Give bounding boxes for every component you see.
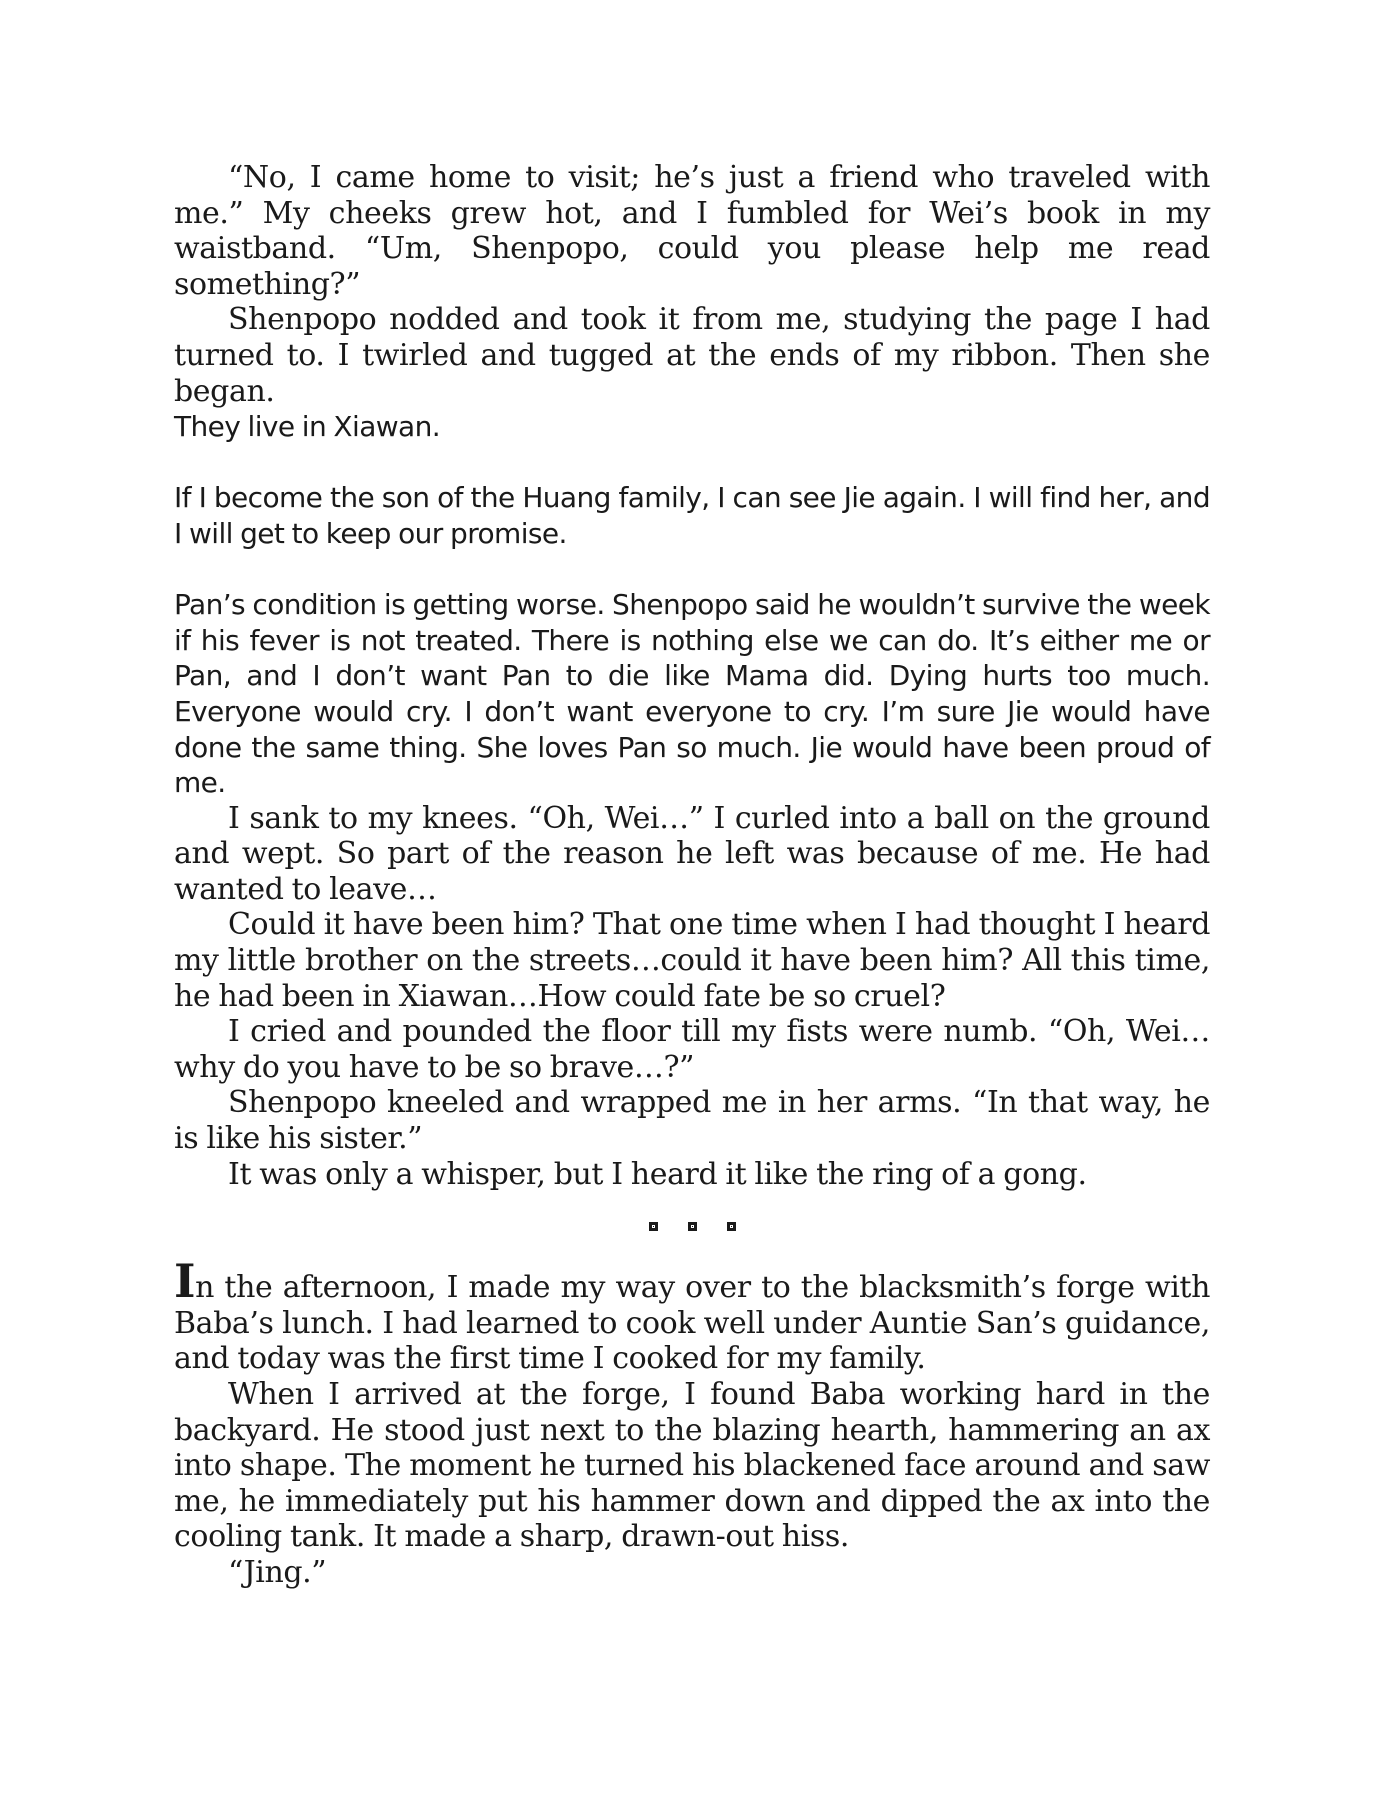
- book-page: [174, 160, 1210, 1591]
- paragraph: Shenpopo nodded and took it from me, studying the page I had turned to. I twirled and tugged at the ends of my ribbon. Then she began.: [174, 302, 1210, 409]
- drop-cap: I: [174, 1254, 196, 1309]
- letter-line: They live in Xiawan.: [174, 410, 441, 444]
- chapter-opening-paragraph: [174, 1254, 1210, 1377]
- spacer: [174, 445, 1210, 481]
- letter-paragraph: Pan’s condition is getting worse. Shenpopo said he wouldn’t survive the week if his fever is not treated. There is nothing else we can do. It’s either me or Pan, and I don’t want Pan to die like Mama did. Dying hurts too much. Everyone would cry. I don’t want everyone to cry. I’m sure Jie would have done the same thing. She loves Pan so much. Jie would have been proud of me.: [174, 588, 1210, 800]
- paragraph: Shenpopo kneeled and wrapped me in her arms. “In that way, he is like his sister.”: [174, 1085, 1210, 1157]
- paragraph: I sank to my knees. “Oh, Wei…” I curled into a ball on the ground and wept. So part of the reason he left was because of me. He had wanted to leave…: [174, 800, 1210, 907]
- paragraph: I cried and pounded the floor till my fists were numb. “Oh, Wei… why do you have to be so brave…?”: [174, 1014, 1210, 1085]
- paragraph-text: n the afternoon, I made my way over to the blacksmith’s forge with Baba’s lunch. I had learned to cook well under Auntie San’s guidance, and today was the first time I cooked for my family.: [174, 1270, 1210, 1377]
- paragraph: “No, I came home to visit; he’s just a friend who traveled with me.” My cheeks grew hot, and I fumbled for Wei’s book in my waistband. “Um, Shenpopo, could you please help me read something?”: [174, 160, 1210, 302]
- paragraph: It was only a whisper, but I heard it like the ring of a gong.: [228, 1156, 1087, 1192]
- ornament-square-icon: [688, 1222, 697, 1231]
- spacer: [174, 552, 1210, 588]
- section-separator: [174, 1196, 1210, 1256]
- ornament-square-icon: [649, 1222, 658, 1231]
- paragraph: When I arrived at the forge, I found Baba working hard in the backyard. He stood just next to the blazing hearth, hammering an ax into shape. The moment he turned his blackened face around and saw me, he immediately put his hammer down and dipped the ax into the cooling tank. It made a sharp, drawn-out hiss.: [174, 1377, 1210, 1555]
- letter-paragraph: If I become the son of the Huang family, I can see Jie again. I will find her, and I will get to keep our promise.: [174, 481, 1210, 550]
- paragraph: “Jing.”: [228, 1554, 327, 1590]
- ornament-square-icon: [727, 1222, 736, 1231]
- paragraph: Could it have been him? That one time when I had thought I heard my little brother on the streets…could it have been him? All this time, he had been in Xiawan…How could fate be so cruel?: [174, 907, 1210, 1014]
